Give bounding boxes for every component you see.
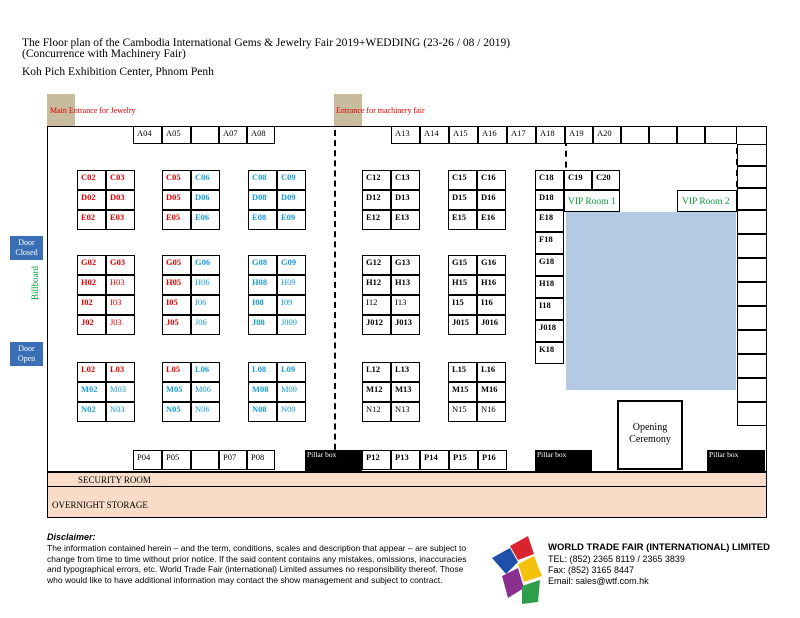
booth-E15[interactable]: E15	[448, 210, 477, 230]
booth-M05[interactable]: M05	[162, 382, 191, 402]
booth-I03[interactable]: I03	[106, 295, 135, 315]
booth-E03[interactable]: E03	[106, 210, 135, 230]
booth-P15[interactable]: P15	[449, 450, 478, 470]
company-name: WORLD TRADE FAIR (INTERNATIONAL) LIMITED	[548, 542, 770, 553]
booth-K18[interactable]: K18	[535, 342, 564, 364]
booth-M16[interactable]: M16	[477, 382, 506, 402]
booth-P16[interactable]: P16	[478, 450, 507, 470]
booth-M03[interactable]: M03	[106, 382, 135, 402]
wall-booth	[737, 282, 767, 306]
booth-I05[interactable]: I05	[162, 295, 191, 315]
booth-I08[interactable]: I08	[248, 295, 277, 315]
booth-D13[interactable]: D13	[391, 190, 420, 210]
booth-G12[interactable]: G12	[362, 255, 391, 275]
booth-C12[interactable]: C12	[362, 170, 391, 190]
vip-lounge-area	[566, 212, 736, 390]
booth-H06[interactable]: H06	[191, 275, 220, 295]
booth-I13[interactable]: I13	[391, 295, 420, 315]
floor-plan-title: The Floor plan of the Cambodia International Gems & Jewelry Fair 2019+WEDDING (23-26 / 08 / 2019)	[22, 37, 511, 49]
disclaimer-body: The information contained herein – and the term, conditions, scales and description that appear – are subject to change from time to time without prior notice. If the said content contains any mistakes, omissions, inaccuracies and typographical errors, etc. World Trade Fair (international) Limited assumes no responsibility thereof. Those who would like to have additional information may contact the show management and subject to contract.	[47, 543, 467, 585]
opening-ceremony-label: Opening Ceremony	[629, 422, 671, 445]
booth-A04[interactable]: A04	[133, 126, 162, 144]
booth-H15[interactable]: H15	[448, 275, 477, 295]
booth-C15[interactable]: C15	[448, 170, 477, 190]
booth-I18[interactable]: I18	[535, 298, 564, 320]
pillar-box-2: Pillar box	[535, 450, 592, 471]
booth-J018[interactable]: J018	[535, 320, 564, 342]
booth-E02[interactable]: E02	[77, 210, 106, 230]
booth-D16[interactable]: D16	[477, 190, 506, 210]
booth-I15[interactable]: I15	[448, 295, 477, 315]
booth-M08[interactable]: M08	[248, 382, 277, 402]
booth-C19[interactable]: C19	[564, 170, 592, 190]
booth-C05[interactable]: C05	[162, 170, 191, 190]
booth-C08[interactable]: C08	[248, 170, 277, 190]
booth-I12[interactable]: I12	[362, 295, 391, 315]
booth-I16[interactable]: I16	[477, 295, 506, 315]
booth-L09[interactable]: L09	[277, 362, 306, 382]
venue-label: Koh Pich Exhibition Center, Phnom Penh	[22, 66, 214, 78]
wall-booth	[737, 188, 767, 210]
booth-D02[interactable]: D02	[77, 190, 106, 210]
disclaimer-title: Disclaimer:	[47, 532, 96, 542]
booth-G15[interactable]: G15	[448, 255, 477, 275]
wall-booth	[737, 402, 767, 426]
booth-A16[interactable]: A16	[478, 126, 507, 144]
booth-E05[interactable]: E05	[162, 210, 191, 230]
booth-M12[interactable]: M12	[362, 382, 391, 402]
booth-P08[interactable]: P08	[247, 450, 275, 470]
booth-H12[interactable]: H12	[362, 275, 391, 295]
booth-H05[interactable]: H05	[162, 275, 191, 295]
booth-H16[interactable]: H16	[477, 275, 506, 295]
wall-booth	[737, 144, 767, 166]
booth-A13[interactable]: A13	[391, 126, 420, 144]
booth-D12[interactable]: D12	[362, 190, 391, 210]
booth-L15[interactable]: L15	[448, 362, 477, 382]
booth-P14[interactable]: P14	[420, 450, 449, 470]
pillar-box-3: Pillar box	[707, 450, 765, 471]
booth-J03[interactable]: J03	[106, 315, 135, 335]
booth-A07[interactable]: A07	[219, 126, 247, 144]
wall-booth	[737, 166, 767, 188]
pillar-box-1: Pillar box	[305, 450, 362, 471]
booth-A06-empty[interactable]	[191, 126, 219, 144]
booth-P13[interactable]: P13	[391, 450, 420, 470]
booth-J013[interactable]: J013	[391, 315, 420, 335]
booth-G06[interactable]: G06	[191, 255, 220, 275]
booth-L03[interactable]: L03	[106, 362, 135, 382]
booth-P12[interactable]: P12	[362, 450, 391, 470]
storage-strip	[47, 472, 767, 518]
booth-I02[interactable]: I02	[77, 295, 106, 315]
booth-A18[interactable]: A18	[536, 126, 565, 144]
door-closed: Door Closed	[10, 236, 43, 260]
booth-N02[interactable]: N02	[77, 402, 106, 422]
booth-M13[interactable]: M13	[391, 382, 420, 402]
wall-booth	[737, 210, 767, 234]
booth-J05[interactable]: J05	[162, 315, 191, 335]
booth-N15[interactable]: N15	[448, 402, 477, 422]
company-tel: TEL: (852) 2365 8119 / 2365 3839	[548, 554, 685, 564]
vip-room-1-label: VIP Room 1	[568, 197, 616, 207]
machinery-entrance-label: Entrance for machinery fair	[336, 106, 425, 115]
booth-D09[interactable]: D09	[277, 190, 306, 210]
booth-H13[interactable]: H13	[391, 275, 420, 295]
security-room-label: SECURITY ROOM	[78, 475, 151, 485]
booth-G05[interactable]: G05	[162, 255, 191, 275]
booth-H03[interactable]: H03	[106, 275, 135, 295]
booth-A05[interactable]: A05	[162, 126, 191, 144]
booth-D08[interactable]: D08	[248, 190, 277, 210]
booth-C13[interactable]: C13	[391, 170, 420, 190]
wall-booth	[737, 234, 767, 258]
booth-M06[interactable]: M06	[191, 382, 220, 402]
booth-L16[interactable]: L16	[477, 362, 506, 382]
booth-C18[interactable]: C18	[535, 170, 564, 190]
booth-F18[interactable]: F18	[535, 232, 564, 254]
booth-N06[interactable]: N06	[191, 402, 220, 422]
booth-N05[interactable]: N05	[162, 402, 191, 422]
door-open: Door Open	[10, 342, 43, 366]
booth-G08[interactable]: G08	[248, 255, 277, 275]
booth-E12[interactable]: E12	[362, 210, 391, 230]
booth-P04[interactable]: P04	[133, 450, 162, 470]
booth-C20[interactable]: C20	[592, 170, 620, 190]
wall-booth	[737, 354, 767, 378]
booth-A15[interactable]: A15	[449, 126, 478, 144]
booth-E09[interactable]: E09	[277, 210, 306, 230]
booth-N03[interactable]: N03	[106, 402, 135, 422]
booth-E13[interactable]: E13	[391, 210, 420, 230]
booth-G03[interactable]: G03	[106, 255, 135, 275]
booth-M15[interactable]: M15	[448, 382, 477, 402]
booth-N13[interactable]: N13	[391, 402, 420, 422]
wall-booth	[737, 258, 767, 282]
floor-plan-subtitle: (Concurrence with Machinery Fair)	[22, 48, 186, 60]
booth-L02[interactable]: L02	[77, 362, 106, 382]
booth-D05[interactable]: D05	[162, 190, 191, 210]
booth-A20[interactable]: A20	[593, 126, 621, 144]
jewelry-entrance-label: Main Entrance for Jewelry	[50, 106, 136, 115]
booth-N12[interactable]: N12	[362, 402, 391, 422]
booth-G18[interactable]: G18	[535, 254, 564, 276]
hall-divider-line	[334, 130, 336, 470]
booth-E16[interactable]: E16	[477, 210, 506, 230]
booth-E18[interactable]: E18	[535, 210, 564, 232]
booth-G16[interactable]: G16	[477, 255, 506, 275]
booth-I09[interactable]: I09	[277, 295, 306, 315]
booth-C03[interactable]: C03	[106, 170, 135, 190]
booth-A14[interactable]: A14	[420, 126, 449, 144]
booth-J08[interactable]: J08	[248, 315, 277, 335]
booth-L06[interactable]: L06	[191, 362, 220, 382]
booth-A08[interactable]: A08	[247, 126, 275, 144]
billboard-label: Billboard	[30, 266, 40, 300]
booth-empty	[649, 126, 677, 144]
booth-G13[interactable]: G13	[391, 255, 420, 275]
booth-I06[interactable]: I06	[191, 295, 220, 315]
strip-divider	[47, 486, 767, 487]
booth-J012[interactable]: J012	[362, 315, 391, 335]
company-fax: Fax: (852) 3165 8447	[548, 565, 635, 575]
booth-J009[interactable]: J009	[277, 315, 306, 335]
booth-M02[interactable]: M02	[77, 382, 106, 402]
booth-P05[interactable]: P05	[162, 450, 191, 470]
booth-empty	[621, 126, 649, 144]
booth-E08[interactable]: E08	[248, 210, 277, 230]
booth-L08[interactable]: L08	[248, 362, 277, 382]
booth-L05[interactable]: L05	[162, 362, 191, 382]
wall-booth	[737, 306, 767, 330]
booth-G09[interactable]: G09	[277, 255, 306, 275]
booth-D18[interactable]: D18	[535, 190, 564, 210]
booth-empty	[677, 126, 705, 144]
booth-E06[interactable]: E06	[191, 210, 220, 230]
booth-empty	[705, 126, 737, 144]
booth-A17[interactable]: A17	[507, 126, 536, 144]
booth-C09[interactable]: C09	[277, 170, 306, 190]
booth-H08[interactable]: H08	[248, 275, 277, 295]
booth-C16[interactable]: C16	[477, 170, 506, 190]
wall-booth	[737, 378, 767, 402]
booth-N16[interactable]: N16	[477, 402, 506, 422]
booth-D03[interactable]: D03	[106, 190, 135, 210]
booth-N09[interactable]: N09	[277, 402, 306, 422]
booth-H02[interactable]: H02	[77, 275, 106, 295]
booth-D15[interactable]: D15	[448, 190, 477, 210]
booth-L12[interactable]: L12	[362, 362, 391, 382]
booth-H09[interactable]: H09	[277, 275, 306, 295]
booth-N08[interactable]: N08	[248, 402, 277, 422]
booth-H18[interactable]: H18	[535, 276, 564, 298]
vip-room-2-label: VIP Room 2	[682, 197, 730, 207]
booth-G02[interactable]: G02	[77, 255, 106, 275]
company-email[interactable]: Email: sales@wtf.com.hk	[548, 576, 649, 586]
booth-A19[interactable]: A19	[565, 126, 593, 144]
booth-P07[interactable]: P07	[219, 450, 247, 470]
booth-J06[interactable]: J06	[191, 315, 220, 335]
overnight-storage-label: OVERNIGHT STORAGE	[52, 500, 148, 510]
booth-C06[interactable]: C06	[191, 170, 220, 190]
booth-J02[interactable]: J02	[77, 315, 106, 335]
booth-L13[interactable]: L13	[391, 362, 420, 382]
booth-P06-empty[interactable]	[191, 450, 219, 470]
booth-J016[interactable]: J016	[477, 315, 506, 335]
wtf-logo-icon	[488, 528, 548, 608]
booth-C02[interactable]: C02	[77, 170, 106, 190]
booth-M09[interactable]: M09	[277, 382, 306, 402]
wall-booth	[737, 330, 767, 354]
booth-D06[interactable]: D06	[191, 190, 220, 210]
booth-J015[interactable]: J015	[448, 315, 477, 335]
